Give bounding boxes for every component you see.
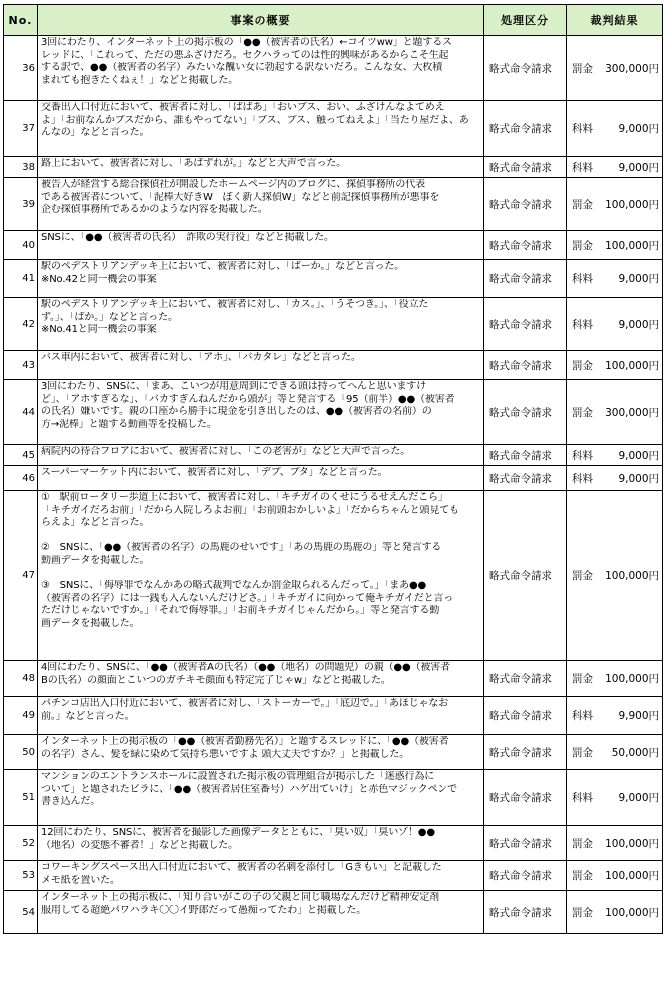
- processing-type: 略式命令請求: [484, 491, 567, 661]
- summary-line: [41, 568, 480, 581]
- verdict-result: [567, 178, 663, 231]
- table-row: [4, 36, 663, 101]
- summary-line: ② SNSに、「●●（被害者の名字）の馬鹿のせいです」「あの馬鹿の馬鹿の」等と発言する: [41, 542, 442, 554]
- penalty-amount: 100,000円: [605, 359, 659, 372]
- case-summary: [38, 157, 484, 178]
- summary-line: 被告人が経営する総合探偵社が開設したホームページ内のブログに、探偵事務所の代表: [41, 179, 425, 190]
- summary-line: パチンコ店出入口付近において、被害者に対し、「ストーカーで。」「底辺で。」「あほじゃなお: [41, 698, 449, 709]
- verdict-result: [567, 36, 663, 101]
- penalty-kind: 罰金: [572, 198, 593, 211]
- case-summary: [38, 260, 484, 298]
- processing-type: 略式命令請求: [484, 770, 567, 826]
- table-row: [4, 260, 663, 298]
- verdict-result: [567, 445, 663, 466]
- processing-type: 略式命令請求: [484, 466, 567, 491]
- penalty-amount: 100,000円: [605, 906, 659, 919]
- penalty-kind: 罰金: [572, 870, 593, 882]
- penalty-amount: 100,000円: [605, 570, 659, 582]
- summary-line: インターネット上の掲示板に、「知り合いがこの子の父親と同じ職場なんだけど精神安定剤: [41, 892, 439, 903]
- penalty-kind: 罰金: [572, 62, 593, 75]
- summary-line: である被害者について、「泥棒大好きW ぼく新人探偵W」などと前記探偵事務所が悪事を: [41, 191, 440, 203]
- case-number: 46: [4, 466, 38, 491]
- verdict-result: [567, 380, 663, 445]
- table-row: [4, 491, 663, 661]
- penalty-kind: 罰金: [572, 746, 593, 759]
- case-summary: [38, 380, 484, 445]
- table-row: [4, 891, 663, 934]
- case-table-container: [3, 4, 662, 934]
- penalty-amount: 9,000円: [618, 472, 659, 485]
- summary-line: 交番出入口付近において、被害者に対し、「ばばあ」「おいブス、おい、ふざけんなよてめえ: [41, 102, 445, 113]
- header-summary: 事案の概要: [38, 5, 484, 36]
- case-number: 44: [4, 380, 38, 445]
- verdict-result: [567, 351, 663, 380]
- penalty-kind: 科料: [572, 472, 593, 485]
- penalty-kind: 科料: [572, 710, 593, 722]
- case-summary: [38, 491, 484, 661]
- case-number: 36: [4, 36, 38, 101]
- verdict-result: [567, 157, 663, 178]
- summary-line: 方→泥棒」と題する動画等を投稿した。: [41, 418, 217, 430]
- case-summary: [38, 466, 484, 491]
- summary-line: ※No.42と同一機会の事案: [41, 273, 157, 285]
- case-summary: [38, 697, 484, 735]
- processing-type: 略式命令請求: [484, 298, 567, 351]
- case-summary: [38, 735, 484, 770]
- penalty-amount: 50,000円: [611, 746, 659, 759]
- verdict-result: [567, 697, 663, 735]
- summary-line: ず。」、「ばか。」などと言った。: [41, 311, 178, 323]
- case-number: 39: [4, 178, 38, 231]
- table-row: [4, 770, 663, 826]
- summary-line: （地名）の変態不審者！」などと掲載した。: [41, 839, 238, 851]
- summary-line: SNSに、「●●（被害者の氏名） 詐欺の実行役」などと掲載した。: [41, 232, 334, 243]
- processing-type: 略式命令請求: [484, 101, 567, 157]
- case-number: 47: [4, 491, 38, 661]
- summary-line: んなの」などと言った。: [41, 127, 150, 139]
- case-summary: [38, 178, 484, 231]
- penalty-amount: 9,000円: [618, 792, 659, 804]
- table-row: [4, 861, 663, 891]
- processing-type: 略式命令請求: [484, 157, 567, 178]
- processing-type: 略式命令請求: [484, 735, 567, 770]
- penalty-kind: 罰金: [572, 406, 593, 419]
- case-number: 42: [4, 298, 38, 351]
- summary-line: する訳で、●●（被害者の名字）みたいな醜い女に勃起する訳ないだろ。こんな女、大枚積: [41, 62, 443, 74]
- summary-line: まれても抱きたくねぇ！」などと掲載した。: [41, 74, 238, 86]
- case-number: 49: [4, 697, 38, 735]
- table-row: [4, 101, 663, 157]
- processing-type: 略式命令請求: [484, 231, 567, 260]
- processing-type: 略式命令請求: [484, 826, 567, 861]
- verdict-result: [567, 466, 663, 491]
- table-row: [4, 178, 663, 231]
- penalty-amount: 9,000円: [618, 318, 659, 331]
- table-row: [4, 298, 663, 351]
- summary-line: [41, 530, 480, 543]
- case-summary: [38, 351, 484, 380]
- summary-line: 3回にわたり、SNSに、「まあ、こいつが用意周到にできる頭は持ってへんと思いますけ: [41, 381, 426, 392]
- penalty-amount: 100,000円: [605, 870, 659, 882]
- case-number: 50: [4, 735, 38, 770]
- summary-line: らえよ」などと言った。: [41, 517, 150, 529]
- processing-type: 略式命令請求: [484, 36, 567, 101]
- summary-line: 服用してる超絶パワハラキ〇〇イ野郎だって愚痴ってたわ」と掲載した。: [41, 904, 367, 916]
- summary-line: ① 駅前ロータリー歩道上において、被害者に対し、「キチガイのくせにうるせえんだこら」: [41, 492, 448, 503]
- processing-type: 略式命令請求: [484, 178, 567, 231]
- case-summary: [38, 891, 484, 934]
- processing-type: 略式命令請求: [484, 260, 567, 298]
- penalty-kind: 科料: [572, 161, 593, 174]
- table-row: [4, 157, 663, 178]
- penalty-kind: 罰金: [572, 570, 593, 582]
- table-row: [4, 231, 663, 260]
- table-row: [4, 466, 663, 491]
- case-number: 41: [4, 260, 38, 298]
- penalty-amount: 100,000円: [605, 673, 659, 685]
- case-number: 54: [4, 891, 38, 934]
- verdict-result: [567, 231, 663, 260]
- processing-type: 略式命令請求: [484, 351, 567, 380]
- summary-line: ただけじゃないですか。」「それで侮辱罪。」「お前キチガイじゃんだから。」等と発言する動: [41, 605, 440, 617]
- processing-type: 略式命令請求: [484, 697, 567, 735]
- table-row: [4, 445, 663, 466]
- summary-line: 駅のペデストリアンデッキ上において、被害者に対し、「ばーか。」などと言った。: [41, 261, 405, 272]
- penalty-kind: 科料: [572, 792, 593, 804]
- case-number: 40: [4, 231, 38, 260]
- summary-line: インターネット上の掲示板の「●●（被害者勤務先名）」と題するスレッドに、「●●（被害者: [41, 736, 449, 747]
- table-header-row: [4, 5, 663, 36]
- summary-line: マンションのエントランスホールに設置された掲示板の管理組合が掲示した「迷惑行為に: [41, 771, 435, 782]
- penalty-amount: 9,000円: [618, 449, 659, 462]
- penalty-amount: 300,000円: [605, 62, 659, 75]
- penalty-kind: 科料: [572, 123, 593, 135]
- summary-line: 前。」などと言った。: [41, 710, 135, 722]
- verdict-result: [567, 861, 663, 891]
- processing-type: 略式命令請求: [484, 661, 567, 697]
- case-number: 38: [4, 157, 38, 178]
- case-summary: [38, 36, 484, 101]
- summary-line: 「キチガイだろお前」「だから入院しろよお前」「お前頭おかしいよ」「だからちゃんと頭見ても: [41, 504, 459, 516]
- case-summary: [38, 661, 484, 697]
- penalty-amount: 9,000円: [618, 273, 659, 285]
- penalty-amount: 9,000円: [618, 123, 659, 135]
- penalty-kind: 科料: [572, 273, 593, 285]
- case-number: 53: [4, 861, 38, 891]
- verdict-result: [567, 735, 663, 770]
- summary-line: 12回にわたり、SNSに、被害者を撮影した画像データとともに、「臭い奴」「臭いゾ！●●: [41, 827, 435, 838]
- processing-type: 略式命令請求: [484, 380, 567, 445]
- penalty-amount: 9,000円: [618, 161, 659, 174]
- penalty-amount: 300,000円: [605, 406, 659, 419]
- penalty-kind: 科料: [572, 318, 593, 331]
- summary-line: よ」「お前なんかブスだから、誰もやってない」「ブス、ブス、触ってねえよ」「当たり屋だよ、あ: [41, 114, 469, 126]
- case-table-body: [4, 36, 663, 934]
- processing-type: 略式命令請求: [484, 891, 567, 934]
- summary-line: 路上において、被害者に対し、「あばずれが。」などと大声で言った。: [41, 158, 346, 169]
- verdict-result: [567, 826, 663, 861]
- summary-line: ついて」と題されたビラに、「●●（被害者居住室番号）ハゲ出ていけ」と赤色マジックペンで: [41, 783, 458, 795]
- case-number: 45: [4, 445, 38, 466]
- penalty-kind: 科料: [572, 449, 593, 462]
- table-row: [4, 826, 663, 861]
- case-number: 51: [4, 770, 38, 826]
- table-row: [4, 351, 663, 380]
- summary-line: 画データを掲載した。: [41, 617, 140, 629]
- processing-type: 略式命令請求: [484, 861, 567, 891]
- summary-line: Bの氏名）の顔面とこいつのガチキモ顔面も特定完了じゃw」などと掲載した。: [41, 674, 391, 686]
- penalty-amount: 9,900円: [618, 710, 659, 722]
- case-summary: [38, 861, 484, 891]
- case-number: 43: [4, 351, 38, 380]
- summary-line: 3回にわたり、インターネット上の掲示板の「●●（被害者の氏名）←コイツww」と題するス: [41, 37, 452, 48]
- verdict-result: [567, 491, 663, 661]
- penalty-amount: 100,000円: [605, 239, 659, 252]
- case-summary: [38, 231, 484, 260]
- summary-line: メモ紙を置いた。: [41, 874, 120, 886]
- summary-line: 4回にわたり、SNSに、「●●（被害者Aの氏名）（●●（地名）の問題児）の親（●●（被害者: [41, 662, 450, 673]
- verdict-result: [567, 891, 663, 934]
- verdict-result: [567, 101, 663, 157]
- case-summary: [38, 298, 484, 351]
- summary-line: コワーキングスペース出入口付近において、被害者の名刺を添付し「Gきもい」と記載した: [41, 862, 442, 873]
- penalty-kind: 罰金: [572, 239, 593, 252]
- verdict-result: [567, 661, 663, 697]
- summary-line: （被害者の名字）には一銭も入んないんだけどさ。」「キチガイに向かって俺キチガイだと言っ: [41, 592, 454, 604]
- verdict-result: [567, 770, 663, 826]
- header-result: 裁判結果: [567, 5, 663, 36]
- penalty-kind: 罰金: [572, 906, 593, 919]
- case-table: [3, 4, 663, 934]
- table-row: [4, 380, 663, 445]
- verdict-result: [567, 260, 663, 298]
- table-row: [4, 735, 663, 770]
- header-processing: 処理区分: [484, 5, 567, 36]
- case-summary: [38, 445, 484, 466]
- summary-line: 病院内の待合フロアにおいて、被害者に対し、「この老害が」などと大声で言った。: [41, 446, 411, 457]
- case-number: 48: [4, 661, 38, 697]
- penalty-kind: 罰金: [572, 359, 593, 372]
- summary-line: ど」、「アホすぎるな」、「バカすぎんねんだから頭が」等と発言する「95（前半）●●（被害者: [41, 393, 455, 405]
- summary-line: 書き込んだ。: [41, 796, 101, 808]
- summary-line: レッドに、「これって、ただの悪ふざけだろ。セクハラってのは性的興味があるからこそ生起: [41, 49, 449, 61]
- case-summary: [38, 770, 484, 826]
- header-no: No.: [4, 5, 38, 36]
- summary-line: 企む探偵事務所であるかのような内容を掲載した。: [41, 204, 268, 216]
- summary-line: の氏名）嫌いです。親の口座から勝手に現金を引き出したのは、●●（被害者の名前）の: [41, 406, 432, 418]
- summary-line: 駅のペデストリアンデッキ上において、被害者に対し、「カス。」、「うそつき。」、「役立た: [41, 299, 429, 310]
- case-number: 52: [4, 826, 38, 861]
- summary-line: スーパーマーケット内において、被害者に対し、「デブ、ブタ」などと言った。: [41, 467, 388, 478]
- table-row: [4, 697, 663, 735]
- table-row: [4, 661, 663, 697]
- processing-type: 略式命令請求: [484, 445, 567, 466]
- penalty-kind: 罰金: [572, 837, 593, 850]
- summary-line: バス車内において、被害者に対し、「アホ」、「バカタレ」などと言った。: [41, 352, 361, 363]
- case-number: 37: [4, 101, 38, 157]
- summary-line: の名字）さん、髪を緑に染めて気持ち悪いですよ 頭大丈夫ですか？」と掲載した。: [41, 748, 410, 760]
- penalty-amount: 100,000円: [605, 198, 659, 211]
- summary-line: ※No.41と同一機会の事案: [41, 324, 157, 336]
- case-summary: [38, 101, 484, 157]
- penalty-amount: 100,000円: [605, 837, 659, 850]
- penalty-kind: 罰金: [572, 673, 593, 685]
- summary-line: 動画データを掲載した。: [41, 554, 150, 566]
- case-summary: [38, 826, 484, 861]
- verdict-result: [567, 298, 663, 351]
- summary-line: ③ SNSに、「侮辱罪でなんかあの略式裁判でなんか罰金取られるんだって。」「まあ●●: [41, 580, 427, 592]
